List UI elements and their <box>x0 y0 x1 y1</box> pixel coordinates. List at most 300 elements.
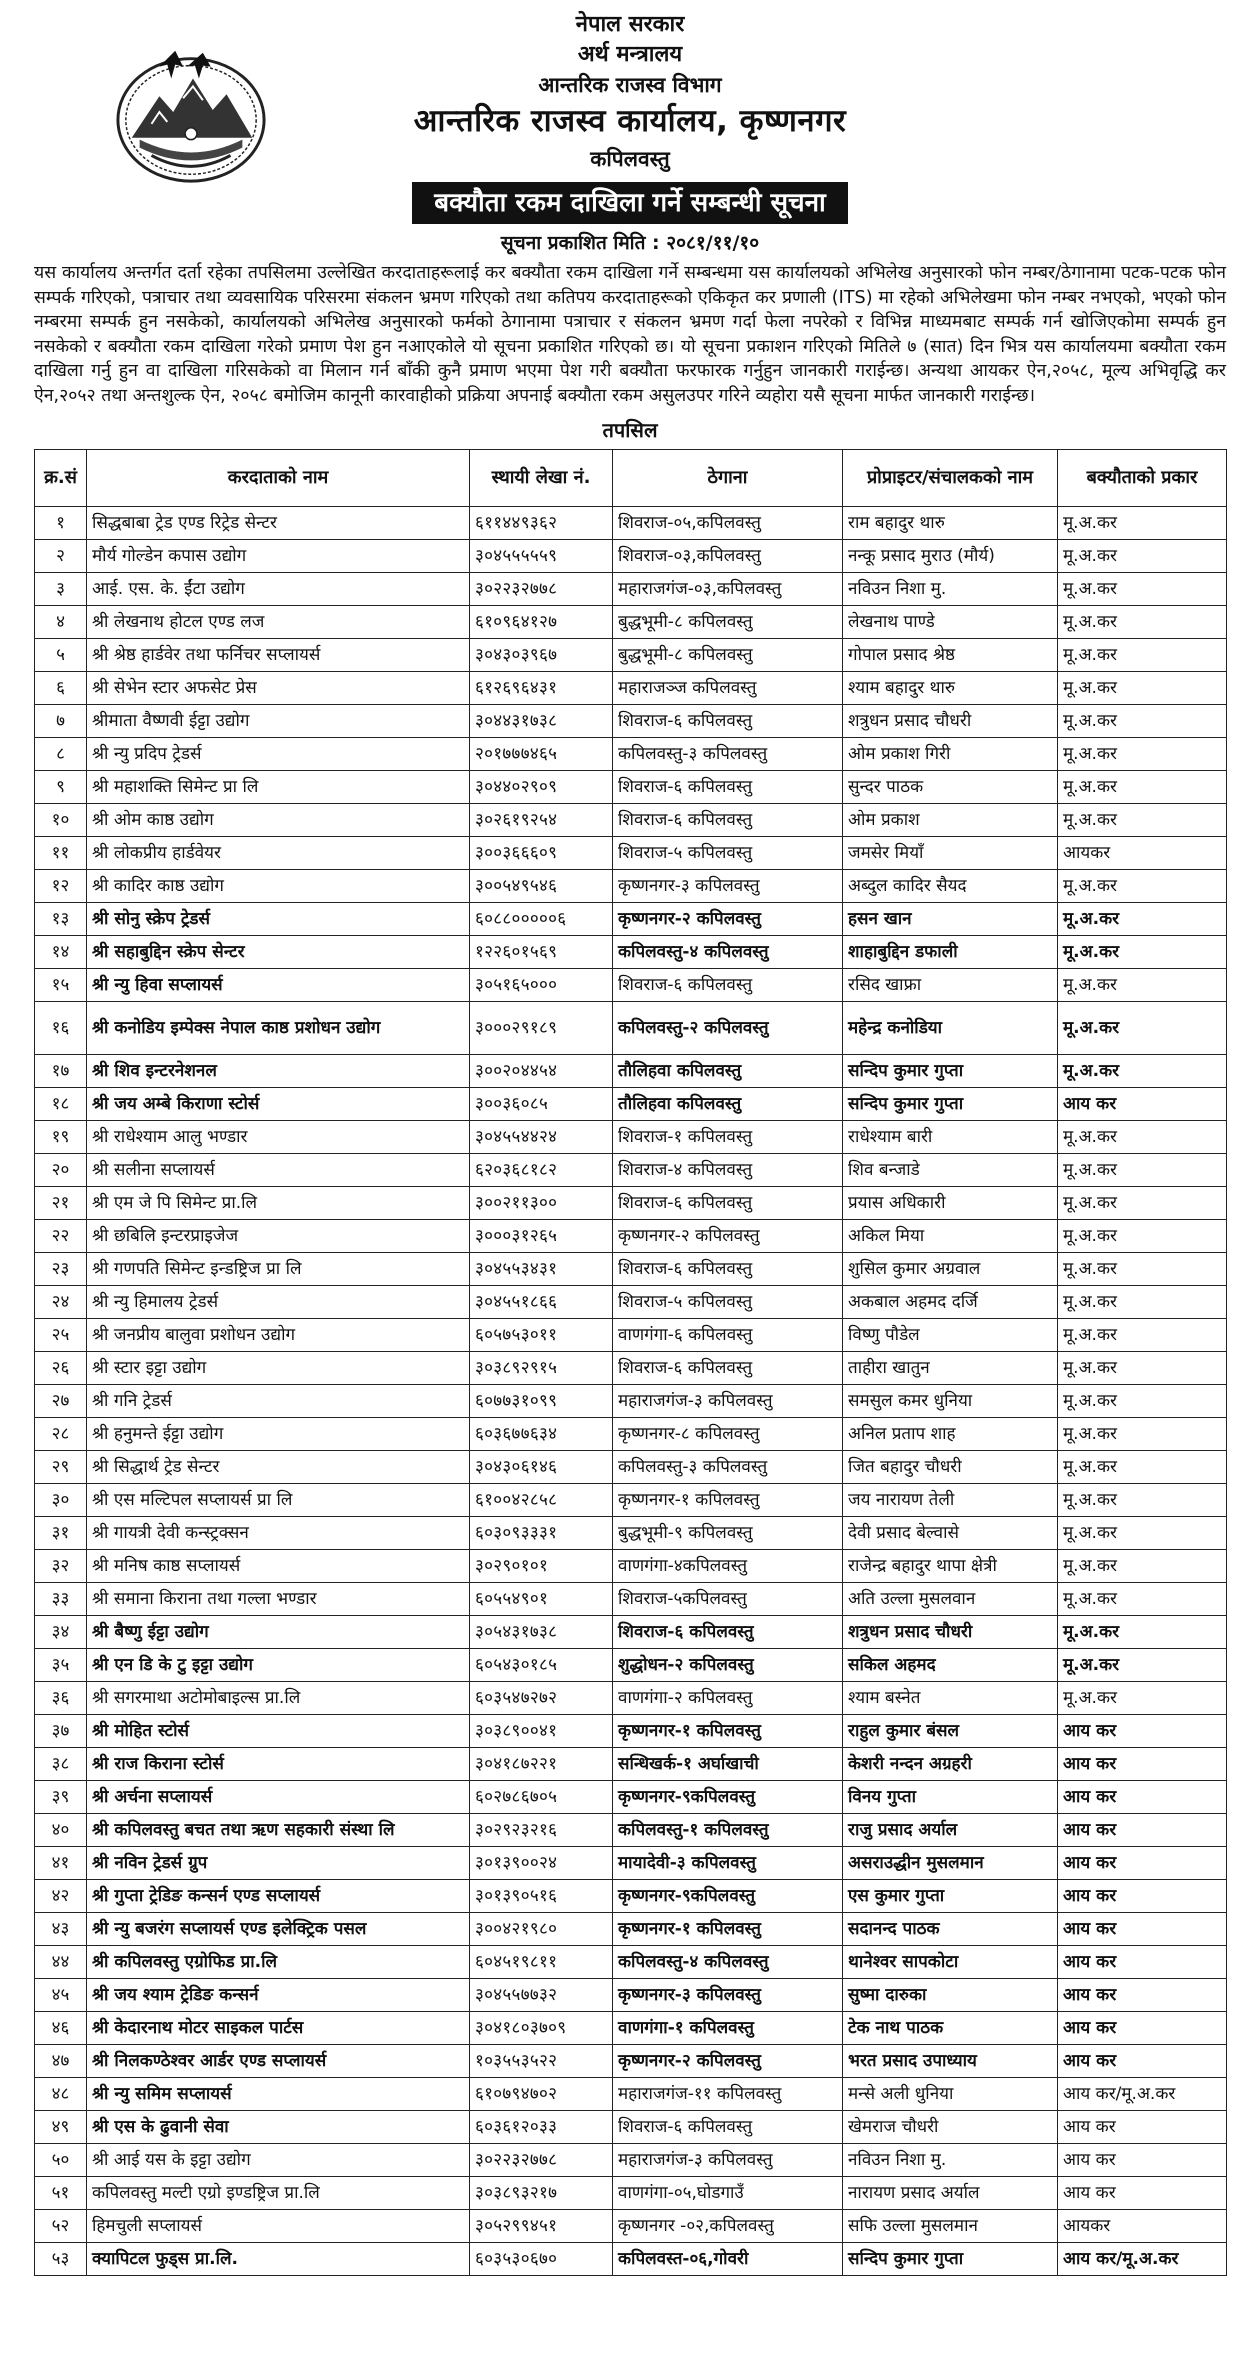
cell-type: आय कर <box>1058 1747 1227 1780</box>
cell-type: मू.अ.कर <box>1058 1219 1227 1252</box>
cell-proprietor: रसिद खाफ्रा <box>843 968 1058 1001</box>
cell-address: वाणगंगा-२ कपिलवस्तु <box>613 1681 843 1714</box>
cell-sn: ४३ <box>35 1912 87 1945</box>
cell-type: मू.अ.कर <box>1058 1417 1227 1450</box>
table-row <box>35 1384 1227 1417</box>
cell-sn: २३ <box>35 1252 87 1285</box>
cell-proprietor: हसन खान <box>843 902 1058 935</box>
table-row <box>35 1549 1227 1582</box>
cell-proprietor: ताहीरा खातुन <box>843 1351 1058 1384</box>
cell-sn: ३ <box>35 572 87 605</box>
cell-type: आय कर <box>1058 1912 1227 1945</box>
cell-proprietor: राम बहादुर थारु <box>843 506 1058 539</box>
cell-sn: २५ <box>35 1318 87 1351</box>
cell-proprietor: नन्कू प्रसाद मुराउ (मौर्य) <box>843 539 1058 572</box>
cell-type: मू.अ.कर <box>1058 1252 1227 1285</box>
cell-sn: ३३ <box>35 1582 87 1615</box>
cell-sn: ३४ <box>35 1615 87 1648</box>
cell-name: श्री गणपति सिमेन्ट इन्डष्ट्रिज प्रा लि <box>87 1252 470 1285</box>
cell-pan: ६०८८०००००६ <box>470 902 613 935</box>
department-name: आन्तरिक राजस्व विभाग <box>538 73 722 97</box>
cell-pan: ६०७७३१०९९ <box>470 1384 613 1417</box>
cell-address: शिवराज-५ कपिलवस्तु <box>613 836 843 869</box>
gov-name: नेपाल सरकार <box>575 12 685 37</box>
cell-proprietor: सुन्दर पाठक <box>843 770 1058 803</box>
cell-name: श्री न्यु हिमालय ट्रेडर्स <box>87 1285 470 1318</box>
cell-proprietor: लेखनाथ पाण्डे <box>843 605 1058 638</box>
table-row <box>35 1186 1227 1219</box>
cell-pan: ३०४३०६१४६ <box>470 1450 613 1483</box>
cell-type: आय कर/मू.अ.कर <box>1058 2242 1227 2275</box>
cell-proprietor: मन्से अली धुनिया <box>843 2077 1058 2110</box>
cell-pan: ३०४४०२९०९ <box>470 770 613 803</box>
cell-pan: ६०२७८६७०५ <box>470 1780 613 1813</box>
cell-pan: २०१७७७४६५ <box>470 737 613 770</box>
cell-pan: ३०५४३१७३८ <box>470 1615 613 1648</box>
cell-name: मौर्य गोल्डेन कपास उद्योग <box>87 539 470 572</box>
cell-address: कृष्णनगर-१ कपिलवस्तु <box>613 1483 843 1516</box>
cell-proprietor: जित बहादुर चौधरी <box>843 1450 1058 1483</box>
cell-address: वाणगंगा-०५,घोडगाउँ <box>613 2176 843 2209</box>
table-row <box>35 1615 1227 1648</box>
cell-sn: १८ <box>35 1087 87 1120</box>
cell-address: शुद्धोधन-२ कपिलवस्तु <box>613 1648 843 1681</box>
cell-proprietor: सन्दिप कुमार गुप्ता <box>843 1087 1058 1120</box>
table-row <box>35 1912 1227 1945</box>
cell-type: मू.अ.कर <box>1058 704 1227 737</box>
table-row <box>35 1879 1227 1912</box>
cell-address: शिवराज-०५,कपिलवस्तु <box>613 506 843 539</box>
cell-address: कृष्णनगर-८ कपिलवस्तु <box>613 1417 843 1450</box>
table-row <box>35 2176 1227 2209</box>
table-row <box>35 1318 1227 1351</box>
cell-type: मू.अ.कर <box>1058 605 1227 638</box>
table-row <box>35 968 1227 1001</box>
notice-header <box>34 0 1226 225</box>
cell-type: मू.अ.कर <box>1058 968 1227 1001</box>
cell-name: श्री गायत्री देवी कन्स्ट्रक्सन <box>87 1516 470 1549</box>
table-row <box>35 1120 1227 1153</box>
table-row <box>35 1846 1227 1879</box>
cell-pan: ३०१३९००२४ <box>470 1846 613 1879</box>
cell-type: मू.अ.कर <box>1058 539 1227 572</box>
cell-pan: ६१०९६४१२७ <box>470 605 613 638</box>
cell-type: मू.अ.कर <box>1058 572 1227 605</box>
cell-proprietor: विष्णु पौडेल <box>843 1318 1058 1351</box>
cell-pan: ३०२९०१०१ <box>470 1549 613 1582</box>
cell-name: श्री केदारनाथ मोटर साइकल पार्टस <box>87 2011 470 2044</box>
cell-name: श्री नविन ट्रेडर्स ग्रुप <box>87 1846 470 1879</box>
col-header-address: ठेगाना <box>613 449 843 506</box>
cell-pan: ६०३६१२०३३ <box>470 2110 613 2143</box>
table-row <box>35 1153 1227 1186</box>
cell-sn: ५१ <box>35 2176 87 2209</box>
cell-type: आय कर/मू.अ.कर <box>1058 2077 1227 2110</box>
cell-address: कपिलवस्तु-३ कपिलवस्तु <box>613 1450 843 1483</box>
cell-pan: ६०५५४९०१ <box>470 1582 613 1615</box>
cell-address: कृष्णनगर-९कपिलवस्तु <box>613 1879 843 1912</box>
notice-body: यस कार्यालय अन्तर्गत दर्ता रहेका तपसिलमा उल्लेखित करदाताहरूलाई कर बक्यौता रकम दाखिला गर्ने सम्बन्धमा यस कार्यालयको अभिलेख अनुसारको फोन नम्बर/ठेगानामा पटक-पटक फोन सम्पर्क गरिएको, पत्राचार तथा व्यवसायिक परिसरमा संकलन भ्रमण गरिएको तथा कतिपय करदाताहरूको एकिकृत कर प्रणाली (ITS) मा रहेको अभिलेखमा फोन नम्बर नभएको, भएको फोन नम्बरमा सम्पर्क हुन नसकेको, कार्यालयको अभिलेख अनुसारको फर्मको ठेगानामा पत्राचार र संकलन भ्रमण गर्दा फेला नपरेको र विभिन्न माध्यमबाट सम्पर्क गर्न खोजिएकोमा सम्पर्क हुन नसकेको र बक्यौता रकम दाखिला गरेको प्रमाण पेश हुन नआएकोले यो सूचना प्रकाशित गरिएको छ। यो सूचना प्रकाशन गरिएको मितिले ७ (सात) दिन भित्र यस कार्यालयमा बक्यौता रकम दाखिला गर्नु हुन वा दाखिला गरिसकेको वा मिलान गर्न बाँकी कुनै प्रमाण भएमा पेश गरी बक्यौता फरफारक गर्नुहुन जानकारी गराईन्छ। अन्यथा आयकर ऐन,२०५८, मूल्य अभिवृद्धि कर ऐन,२०५२ तथा अन्तशुल्क ऐन, २०५८ बमोजिम कानूनी कारवाहीको प्रक्रिया अपनाई बक्यौता रकम असुलउपर गरिने व्यहोरा यसै सूचना मार्फत जानकारी गराईन्छ। <box>34 263 1226 406</box>
cell-address: कृष्णनगर-२ कपिलवस्तु <box>613 902 843 935</box>
cell-address: बुद्धभूमी-८ कपिलवस्तु <box>613 605 843 638</box>
col-header-sn: क्र.सं <box>35 449 87 506</box>
table-row <box>35 506 1227 539</box>
district-name: कपिलवस्तु <box>590 147 670 171</box>
cell-name: कपिलवस्तु मल्टी एग्रो इण्डष्ट्रिज प्रा.लि <box>87 2176 470 2209</box>
cell-pan: ३०४१८७२२१ <box>470 1747 613 1780</box>
cell-address: तौलिहवा कपिलवस्तु <box>613 1087 843 1120</box>
cell-address: महाराजगंज-३ कपिलवस्तु <box>613 1384 843 1417</box>
cell-address: वाणगंगा-६ कपिलवस्तु <box>613 1318 843 1351</box>
cell-name: श्री न्यु बजरंग सप्लायर्स एण्ड इलेक्ट्रिक पसल <box>87 1912 470 1945</box>
cell-sn: ५३ <box>35 2242 87 2275</box>
table-row <box>35 704 1227 737</box>
cell-sn: ५ <box>35 638 87 671</box>
cell-name: श्री शिव इन्टरनेशनल <box>87 1054 470 1087</box>
cell-sn: ४ <box>35 605 87 638</box>
cell-type: मू.अ.कर <box>1058 1054 1227 1087</box>
cell-name: श्री हनुमन्ते ईट्टा उद्योग <box>87 1417 470 1450</box>
cell-type: आय कर <box>1058 1879 1227 1912</box>
table-row <box>35 1813 1227 1846</box>
cell-sn: २९ <box>35 1450 87 1483</box>
cell-type: आय कर <box>1058 1714 1227 1747</box>
cell-proprietor: सन्दिप कुमार गुप्ता <box>843 2242 1058 2275</box>
table-row <box>35 935 1227 968</box>
cell-proprietor: अकबाल अहमद दर्जि <box>843 1285 1058 1318</box>
table-row <box>35 2011 1227 2044</box>
col-header-proprietor: प्रोप्राइटर/संचालकको नाम <box>843 449 1058 506</box>
cell-name: श्री सोनु स्क्रेप ट्रेडर्स <box>87 902 470 935</box>
cell-pan: ३०४४३१७३८ <box>470 704 613 737</box>
cell-type: मू.अ.कर <box>1058 1582 1227 1615</box>
cell-pan: ३०४३०३९६७ <box>470 638 613 671</box>
cell-proprietor: नविउन निशा मु. <box>843 2143 1058 2176</box>
cell-type: मू.अ.कर <box>1058 1681 1227 1714</box>
cell-type: आय कर <box>1058 2176 1227 2209</box>
table-row <box>35 1978 1227 2011</box>
cell-proprietor: टेक नाथ पाठक <box>843 2011 1058 2044</box>
cell-proprietor: भरत प्रसाद उपाध्याय <box>843 2044 1058 2077</box>
cell-name: श्री एस के ढुवानी सेवा <box>87 2110 470 2143</box>
cell-proprietor: अति उल्ला मुसलवान <box>843 1582 1058 1615</box>
cell-address: शिवराज-५ कपिलवस्तु <box>613 1285 843 1318</box>
cell-pan: ३०३८९३२१७ <box>470 2176 613 2209</box>
cell-name: श्री राज किराना स्टोर्स <box>87 1747 470 1780</box>
cell-type: आय कर <box>1058 1780 1227 1813</box>
cell-proprietor: शत्रुधन प्रसाद चौधरी <box>843 704 1058 737</box>
cell-address: शिवराज-६ कपिलवस्तु <box>613 2110 843 2143</box>
cell-name: श्री जनप्रीय बालुवा प्रशोधन उद्योग <box>87 1318 470 1351</box>
cell-pan: ३०००२९१८९ <box>470 1001 613 1054</box>
table-row <box>35 869 1227 902</box>
cell-address: महाराजगंज-३ कपिलवस्तु <box>613 2143 843 2176</box>
cell-address: शिवराज-६ कपिलवस्तु <box>613 704 843 737</box>
table-row <box>35 1351 1227 1384</box>
cell-sn: ४९ <box>35 2110 87 2143</box>
table-row <box>35 1087 1227 1120</box>
cell-type: मू.अ.कर <box>1058 1186 1227 1219</box>
table-row <box>35 902 1227 935</box>
cell-type: आय कर <box>1058 1087 1227 1120</box>
cell-pan: ६०३५४७२७२ <box>470 1681 613 1714</box>
cell-sn: २१ <box>35 1186 87 1219</box>
cell-pan: ६१००४२८५८ <box>470 1483 613 1516</box>
cell-pan: ३०४५५४४२४ <box>470 1120 613 1153</box>
cell-pan: ६०३०९३३३१ <box>470 1516 613 1549</box>
cell-name: श्री लोकप्रीय हार्डवेयर <box>87 836 470 869</box>
cell-name: श्री एन डि के टु इट्टा उद्योग <box>87 1648 470 1681</box>
table-row <box>35 1945 1227 1978</box>
cell-proprietor: राजु प्रसाद अर्याल <box>843 1813 1058 1846</box>
cell-pan: ३००४२१९८० <box>470 1912 613 1945</box>
cell-pan: ३०४५५७७३२ <box>470 1978 613 2011</box>
cell-proprietor: देवी प्रसाद बेल्वासे <box>843 1516 1058 1549</box>
cell-address: कृष्णनगर-३ कपिलवस्तु <box>613 1978 843 2011</box>
cell-type: मू.अ.कर <box>1058 1450 1227 1483</box>
cell-sn: ४४ <box>35 1945 87 1978</box>
cell-type: मू.अ.कर <box>1058 671 1227 704</box>
cell-sn: ४१ <box>35 1846 87 1879</box>
cell-type: मू.अ.कर <box>1058 1549 1227 1582</box>
cell-sn: ३२ <box>35 1549 87 1582</box>
cell-proprietor: जय नारायण तेली <box>843 1483 1058 1516</box>
cell-address: कपिलवस्तु-४ कपिलवस्तु <box>613 1945 843 1978</box>
cell-type: आय कर <box>1058 2044 1227 2077</box>
cell-sn: १७ <box>35 1054 87 1087</box>
cell-proprietor: समसुल कमर धुनिया <box>843 1384 1058 1417</box>
cell-name: श्री कनोडिय इम्पेक्स नेपाल काष्ठ प्रशोधन उद्योग <box>87 1001 470 1054</box>
cell-pan: ३०१३९०५१६ <box>470 1879 613 1912</box>
table-row <box>35 2242 1227 2275</box>
cell-proprietor: सकिल अहमद <box>843 1648 1058 1681</box>
table-row <box>35 1054 1227 1087</box>
cell-address: कृष्णनगर-२ कपिलवस्तु <box>613 2044 843 2077</box>
cell-proprietor: नविउन निशा मु. <box>843 572 1058 605</box>
cell-address: शिवराज-६ कपिलवस्तु <box>613 803 843 836</box>
cell-address: शिवराज-६ कपिलवस्तु <box>613 968 843 1001</box>
cell-pan: ६०३५३०६७० <box>470 2242 613 2275</box>
cell-proprietor: शुसिल कुमार अग्रवाल <box>843 1252 1058 1285</box>
cell-pan: ३००२०४४५४ <box>470 1054 613 1087</box>
table-row <box>35 1582 1227 1615</box>
cell-pan: ६२०३६८१८२ <box>470 1153 613 1186</box>
table-row <box>35 2110 1227 2143</box>
cell-address: महाराजञ्ज कपिलवस्तु <box>613 671 843 704</box>
cell-pan: ६०३६७७६३४ <box>470 1417 613 1450</box>
table-row <box>35 572 1227 605</box>
cell-proprietor: शिव बन्जाडे <box>843 1153 1058 1186</box>
table-row <box>35 1681 1227 1714</box>
cell-type: मू.अ.कर <box>1058 1483 1227 1516</box>
cell-name: हिमचुली सप्लायर्स <box>87 2209 470 2242</box>
cell-name: श्री आई यस के इट्टा उद्योग <box>87 2143 470 2176</box>
cell-sn: ४८ <box>35 2077 87 2110</box>
cell-proprietor: केशरी नन्दन अग्रहरी <box>843 1747 1058 1780</box>
cell-pan: ३०३८९००४१ <box>470 1714 613 1747</box>
cell-type: मू.अ.कर <box>1058 1120 1227 1153</box>
cell-address: कृष्णनगर-२ कपिलवस्तु <box>613 1219 843 1252</box>
cell-proprietor: शत्रुधन प्रसाद चौधरी <box>843 1615 1058 1648</box>
cell-sn: २२ <box>35 1219 87 1252</box>
table-row <box>35 1714 1227 1747</box>
cell-address: शिवराज-५कपिलवस्तु <box>613 1582 843 1615</box>
table-row <box>35 2044 1227 2077</box>
cell-proprietor: अब्दुल कादिर सैयद <box>843 869 1058 902</box>
table-row <box>35 1001 1227 1054</box>
cell-address: बुद्धभूमी-८ कपिलवस्तु <box>613 638 843 671</box>
cell-sn: २ <box>35 539 87 572</box>
table-header-row <box>35 449 1227 506</box>
col-header-name: करदाताको नाम <box>87 449 470 506</box>
cell-name: श्री एम जे पि सिमेन्ट प्रा.लि <box>87 1186 470 1219</box>
cell-name: श्री ओम काष्ठ उद्योग <box>87 803 470 836</box>
table-row <box>35 1483 1227 1516</box>
cell-pan: ३००५४९५४६ <box>470 869 613 902</box>
cell-type: मू.अ.कर <box>1058 638 1227 671</box>
cell-name: श्री सेभेन स्टार अफसेट प्रेस <box>87 671 470 704</box>
cell-sn: ४७ <box>35 2044 87 2077</box>
cell-proprietor: राहुल कुमार बंसल <box>843 1714 1058 1747</box>
cell-proprietor: सफि उल्ला मुसलमान <box>843 2209 1058 2242</box>
table-row <box>35 638 1227 671</box>
cell-pan: ३०५२९९४५१ <box>470 2209 613 2242</box>
cell-type: मू.अ.कर <box>1058 1648 1227 1681</box>
cell-name: श्री निलकण्ठेश्वर आर्डर एण्ड सप्लायर्स <box>87 2044 470 2077</box>
cell-name: श्री गनि ट्रेडर्स <box>87 1384 470 1417</box>
cell-name: श्री मनिष काष्ठ सप्लायर्स <box>87 1549 470 1582</box>
cell-type: आय कर <box>1058 2011 1227 2044</box>
cell-pan: ६०५४३०१८५ <box>470 1648 613 1681</box>
cell-sn: २४ <box>35 1285 87 1318</box>
cell-address: शिवराज-१ कपिलवस्तु <box>613 1120 843 1153</box>
table-row <box>35 770 1227 803</box>
cell-address: शिवराज-६ कपिलवस्तु <box>613 1351 843 1384</box>
cell-name: श्री कपिलवस्तु बचत तथा ऋण सहकारी संस्था लि <box>87 1813 470 1846</box>
cell-pan: ३००३६६६०९ <box>470 836 613 869</box>
cell-proprietor: प्रयास अधिकारी <box>843 1186 1058 1219</box>
cell-address: तौलिहवा कपिलवस्तु <box>613 1054 843 1087</box>
cell-name: श्री मोहित स्टोर्स <box>87 1714 470 1747</box>
cell-pan: ६०५७५३०११ <box>470 1318 613 1351</box>
cell-type: मू.अ.कर <box>1058 506 1227 539</box>
cell-name: श्री समाना किराना तथा गल्ला भण्डार <box>87 1582 470 1615</box>
cell-proprietor: जमसेर मियाँ <box>843 836 1058 869</box>
cell-pan: ६१०७९४७०२ <box>470 2077 613 2110</box>
table-title: तपसिल <box>602 417 658 442</box>
cell-sn: ३८ <box>35 1747 87 1780</box>
cell-address: शिवराज-६ कपिलवस्तु <box>613 1252 843 1285</box>
cell-proprietor: शाहाबुद्दिन डफाली <box>843 935 1058 968</box>
cell-pan: १०३५५३५२२ <box>470 2044 613 2077</box>
cell-address: शिवराज-६ कपिलवस्तु <box>613 1615 843 1648</box>
table-row <box>35 539 1227 572</box>
cell-pan: ६११४४९३६२ <box>470 506 613 539</box>
cell-type: आयकर <box>1058 2209 1227 2242</box>
cell-name: श्री लेखनाथ होटल एण्ड लज <box>87 605 470 638</box>
cell-sn: २६ <box>35 1351 87 1384</box>
cell-proprietor: ओम प्रकाश <box>843 803 1058 836</box>
cell-sn: २० <box>35 1153 87 1186</box>
cell-name: श्री जय श्याम ट्रेडिङ कन्सर्न <box>87 1978 470 2011</box>
cell-address: वाणगंगा-४कपिलवस्तु <box>613 1549 843 1582</box>
cell-pan: ३०००३१२६५ <box>470 1219 613 1252</box>
cell-name: श्री एस मल्टिपल सप्लायर्स प्रा लि <box>87 1483 470 1516</box>
cell-address: कपिलवस्तु-४ कपिलवस्तु <box>613 935 843 968</box>
cell-proprietor: श्याम बस्नेत <box>843 1681 1058 1714</box>
cell-address: कृष्णनगर -०२,कपिलवस्तु <box>613 2209 843 2242</box>
cell-proprietor: अनिल प्रताप शाह <box>843 1417 1058 1450</box>
cell-address: कपिलवस्तु-३ कपिलवस्तु <box>613 737 843 770</box>
cell-name: श्री कपिलवस्तु एग्रोफिड प्रा.लि <box>87 1945 470 1978</box>
cell-sn: १६ <box>35 1001 87 1054</box>
table-row <box>35 836 1227 869</box>
cell-pan: ३०२२३२७७८ <box>470 2143 613 2176</box>
cell-proprietor: असराउद्धीन मुसलमान <box>843 1846 1058 1879</box>
table-row <box>35 1219 1227 1252</box>
cell-type: मू.अ.कर <box>1058 1384 1227 1417</box>
cell-sn: ६ <box>35 671 87 704</box>
table-row <box>35 737 1227 770</box>
table-row <box>35 1747 1227 1780</box>
table-row <box>35 1648 1227 1681</box>
table-row <box>35 2209 1227 2242</box>
cell-proprietor: सदानन्द पाठक <box>843 1912 1058 1945</box>
cell-name: श्री सलीना सप्लायर्स <box>87 1153 470 1186</box>
cell-address: वाणगंगा-१ कपिलवस्तु <box>613 2011 843 2044</box>
cell-proprietor: अकिल मिया <box>843 1219 1058 1252</box>
table-row <box>35 1252 1227 1285</box>
cell-name: क्यापिटल फुड्स प्रा.लि. <box>87 2242 470 2275</box>
cell-name: श्रीमाता वैष्णवी ईट्टा उद्योग <box>87 704 470 737</box>
cell-sn: २७ <box>35 1384 87 1417</box>
cell-address: शिवराज-६ कपिलवस्तु <box>613 1186 843 1219</box>
cell-name: श्री सगरमाथा अटोमोबाइल्स प्रा.लि <box>87 1681 470 1714</box>
cell-sn: १३ <box>35 902 87 935</box>
cell-address: कृष्णनगर-९कपिलवस्तु <box>613 1780 843 1813</box>
table-body <box>35 506 1227 2275</box>
cell-pan: ३०४५५३४३१ <box>470 1252 613 1285</box>
cell-address: कपिलवस्तु-२ कपिलवस्तु <box>613 1001 843 1054</box>
cell-sn: १५ <box>35 968 87 1001</box>
cell-address: शिवराज-६ कपिलवस्तु <box>613 770 843 803</box>
cell-sn: ३६ <box>35 1681 87 1714</box>
cell-type: मू.अ.कर <box>1058 935 1227 968</box>
cell-sn: ५२ <box>35 2209 87 2242</box>
office-name: आन्तरिक राजस्व कार्यालय, कृष्णनगर <box>413 103 847 139</box>
table-row <box>35 2143 1227 2176</box>
cell-pan: ६०४५१९८११ <box>470 1945 613 1978</box>
cell-proprietor: थानेश्वर सापकोटा <box>843 1945 1058 1978</box>
cell-type: आय कर <box>1058 1945 1227 1978</box>
cell-pan: ३००३६०८५ <box>470 1087 613 1120</box>
cell-type: मू.अ.कर <box>1058 803 1227 836</box>
cell-pan: ३०२२३२७७८ <box>470 572 613 605</box>
cell-proprietor: ओम प्रकाश गिरी <box>843 737 1058 770</box>
cell-type: मू.अ.कर <box>1058 737 1227 770</box>
publish-date: सूचना प्रकाशित मिति : २०८१/११/१० <box>500 232 760 254</box>
cell-pan: ३०३८९२९१५ <box>470 1351 613 1384</box>
cell-sn: ८ <box>35 737 87 770</box>
cell-type: मू.अ.कर <box>1058 770 1227 803</box>
notice-title: बक्यौता रकम दाखिला गर्ने सम्बन्धी सूचना <box>412 182 848 224</box>
cell-address: कृष्णनगर-३ कपिलवस्तु <box>613 869 843 902</box>
cell-sn: ९ <box>35 770 87 803</box>
cell-type: मू.अ.कर <box>1058 902 1227 935</box>
cell-address: कृष्णनगर-१ कपिलवस्तु <box>613 1714 843 1747</box>
cell-sn: १४ <box>35 935 87 968</box>
table-row <box>35 605 1227 638</box>
